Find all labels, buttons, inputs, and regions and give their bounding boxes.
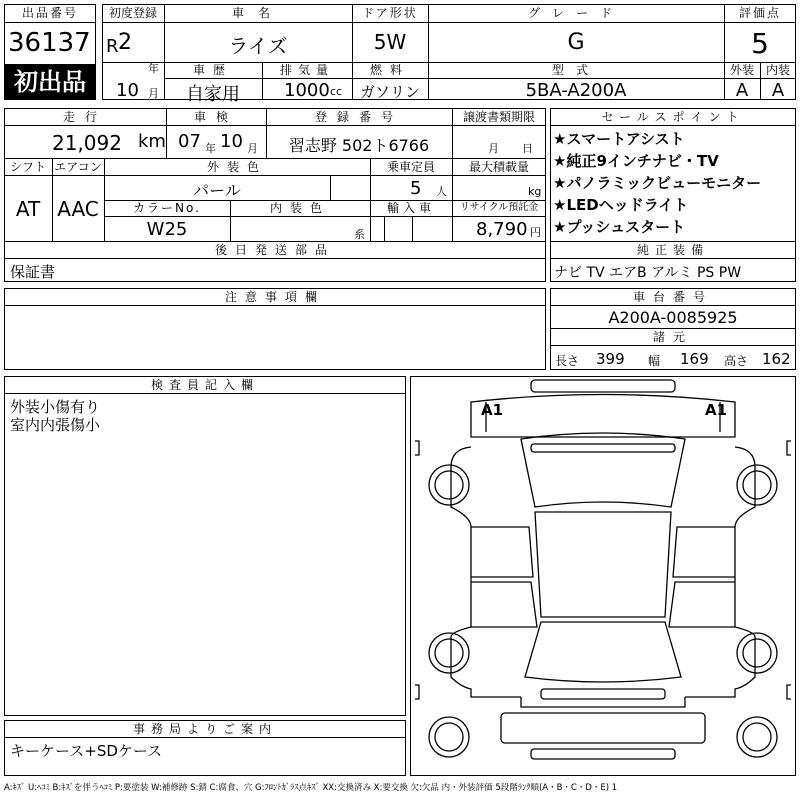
ext-color-value: パール	[193, 181, 241, 200]
dims-title: 諸元	[652, 330, 693, 344]
mileage-unit: km	[138, 131, 166, 152]
later-parts-title: 後日発送部品	[214, 243, 335, 257]
lot-number-label: 出品番号	[21, 6, 78, 20]
inspection-month: 10	[220, 131, 243, 152]
lot-number: 36137	[8, 28, 91, 58]
inspection-month-unit: 月	[247, 142, 258, 155]
sales-point: ★パノラミックビューモニター	[553, 174, 762, 192]
mileage-label: 走行	[62, 110, 107, 124]
max-load-unit: kg	[528, 185, 542, 198]
recycle-value: 8,790	[476, 219, 528, 240]
score-value: 5	[751, 27, 769, 60]
mileage-value: 21,092	[52, 131, 122, 155]
model-label: 型式	[551, 63, 600, 77]
int-color-unit: 系	[354, 228, 365, 241]
sales-point: ★スマートアシスト	[553, 130, 685, 148]
car-name-label: 車名	[231, 6, 284, 20]
inspection-year: 07	[178, 131, 201, 152]
shift-value: AT	[15, 197, 41, 221]
shift-label: シフト	[9, 160, 46, 174]
capacity-label: 乗車定員	[386, 160, 435, 174]
first-listing-badge: 初出品	[4, 64, 96, 100]
door-label: ドア形状	[362, 6, 418, 20]
exterior-label: 外装	[729, 63, 754, 77]
legend: A:ｷｽﾞ U:ﾍｺﾐ B:ｷｽﾞを伴うﾍｺﾐ P:要塗装 W:補修跡 S:錆 C:腐食、穴 G:ﾌﾛﾝﾄｶﾞﾗｽ点ｷｽﾞ XX:交換済み X:要交換 欠:欠品 内・外装評価 5段階ﾗﾝｸ順(A・B・C・D・E) 1	[4, 783, 618, 793]
capacity-unit: 人	[436, 185, 447, 198]
inspector-note: 室内内張傷小	[10, 416, 101, 434]
displacement-value: 1000	[284, 80, 330, 101]
recycle-label: リサイクル預託金	[459, 202, 539, 213]
capacity-value: 5	[410, 178, 422, 199]
height-value: 162	[762, 350, 791, 368]
height-label: 高さ	[724, 354, 749, 368]
reg-year: 2	[118, 30, 132, 55]
reg-month: 10	[116, 80, 139, 101]
model-value: 5BA-A200A	[525, 80, 627, 101]
width-label: 幅	[648, 354, 661, 368]
displacement-unit: cc	[330, 85, 343, 98]
sales-points-title: セールスポイント	[601, 110, 745, 124]
equipment-value: ナビ TV エアB アルミ PS PW	[554, 265, 742, 281]
interior-grade: A	[771, 80, 785, 101]
length-label: 長さ	[555, 354, 580, 368]
sales-point: ★LEDヘッドライト	[553, 196, 689, 214]
score-label: 評価点	[738, 6, 781, 20]
length-value: 399	[596, 350, 625, 368]
grade-value: G	[567, 30, 585, 55]
recycle-unit: 円	[530, 226, 541, 239]
sales-point: ★純正9インチナビ・TV	[553, 152, 719, 170]
door-value: 5W	[373, 30, 407, 54]
interior-label: 内装	[765, 63, 790, 77]
inspector-title: 検査員記入欄	[150, 378, 259, 392]
inspector-note: 外装小傷有り	[10, 398, 101, 416]
deadline-label: 譲渡書類期限	[462, 110, 535, 124]
inspection-label: 車検	[193, 110, 238, 124]
reg-number: 習志野 502ト6766	[288, 136, 430, 155]
history-value: 自家用	[186, 84, 240, 105]
max-load-label: 最大積載量	[468, 160, 529, 174]
deadline-month-unit: 月	[488, 142, 499, 155]
sales-point: ★プッシュスタート	[553, 218, 686, 236]
equipment-title: 純正装備	[636, 243, 709, 257]
reg-month-unit: 月	[148, 87, 159, 100]
reg-year-unit: 年	[148, 62, 159, 75]
first-reg-label: 初度登録	[108, 6, 157, 20]
notes-title: 注意事項欄	[224, 290, 325, 304]
int-color-label: 内装色	[269, 201, 330, 215]
color-no-value: W25	[146, 219, 188, 240]
office-title: 事務局よりご案内	[132, 722, 277, 736]
era: R	[106, 36, 119, 57]
history-label: 車歴	[192, 63, 233, 77]
car-name: ライズ	[228, 34, 288, 58]
ac-value: AAC	[57, 197, 99, 221]
import-label: 輸入車	[386, 201, 435, 215]
exterior-grade: A	[735, 80, 749, 101]
fuel-value: ガソリン	[359, 83, 420, 101]
width-value: 169	[680, 350, 709, 368]
chassis-number: A200A-0085925	[608, 308, 738, 327]
office-note: キーケース+SDケース	[10, 742, 163, 760]
fuel-label: 燃料	[369, 63, 410, 77]
grade-label: グレード	[527, 6, 624, 20]
inspection-year-unit: 年	[205, 142, 216, 155]
damage-mark: A1	[481, 401, 504, 419]
ext-color-label: 外装色	[206, 160, 267, 174]
displacement-label: 排気量	[279, 63, 334, 77]
ac-label: エアコン	[54, 160, 102, 174]
damage-mark: A1	[705, 401, 728, 419]
car-outline-icon	[411, 377, 795, 775]
car-damage-diagram	[410, 376, 796, 776]
deadline-day-unit: 日	[522, 142, 533, 155]
chassis-title: 車台番号	[632, 290, 713, 304]
color-no-label: カラーNo.	[133, 201, 201, 215]
later-parts-value: 保証書	[10, 263, 56, 281]
reg-number-label: 登録番号	[314, 110, 403, 124]
